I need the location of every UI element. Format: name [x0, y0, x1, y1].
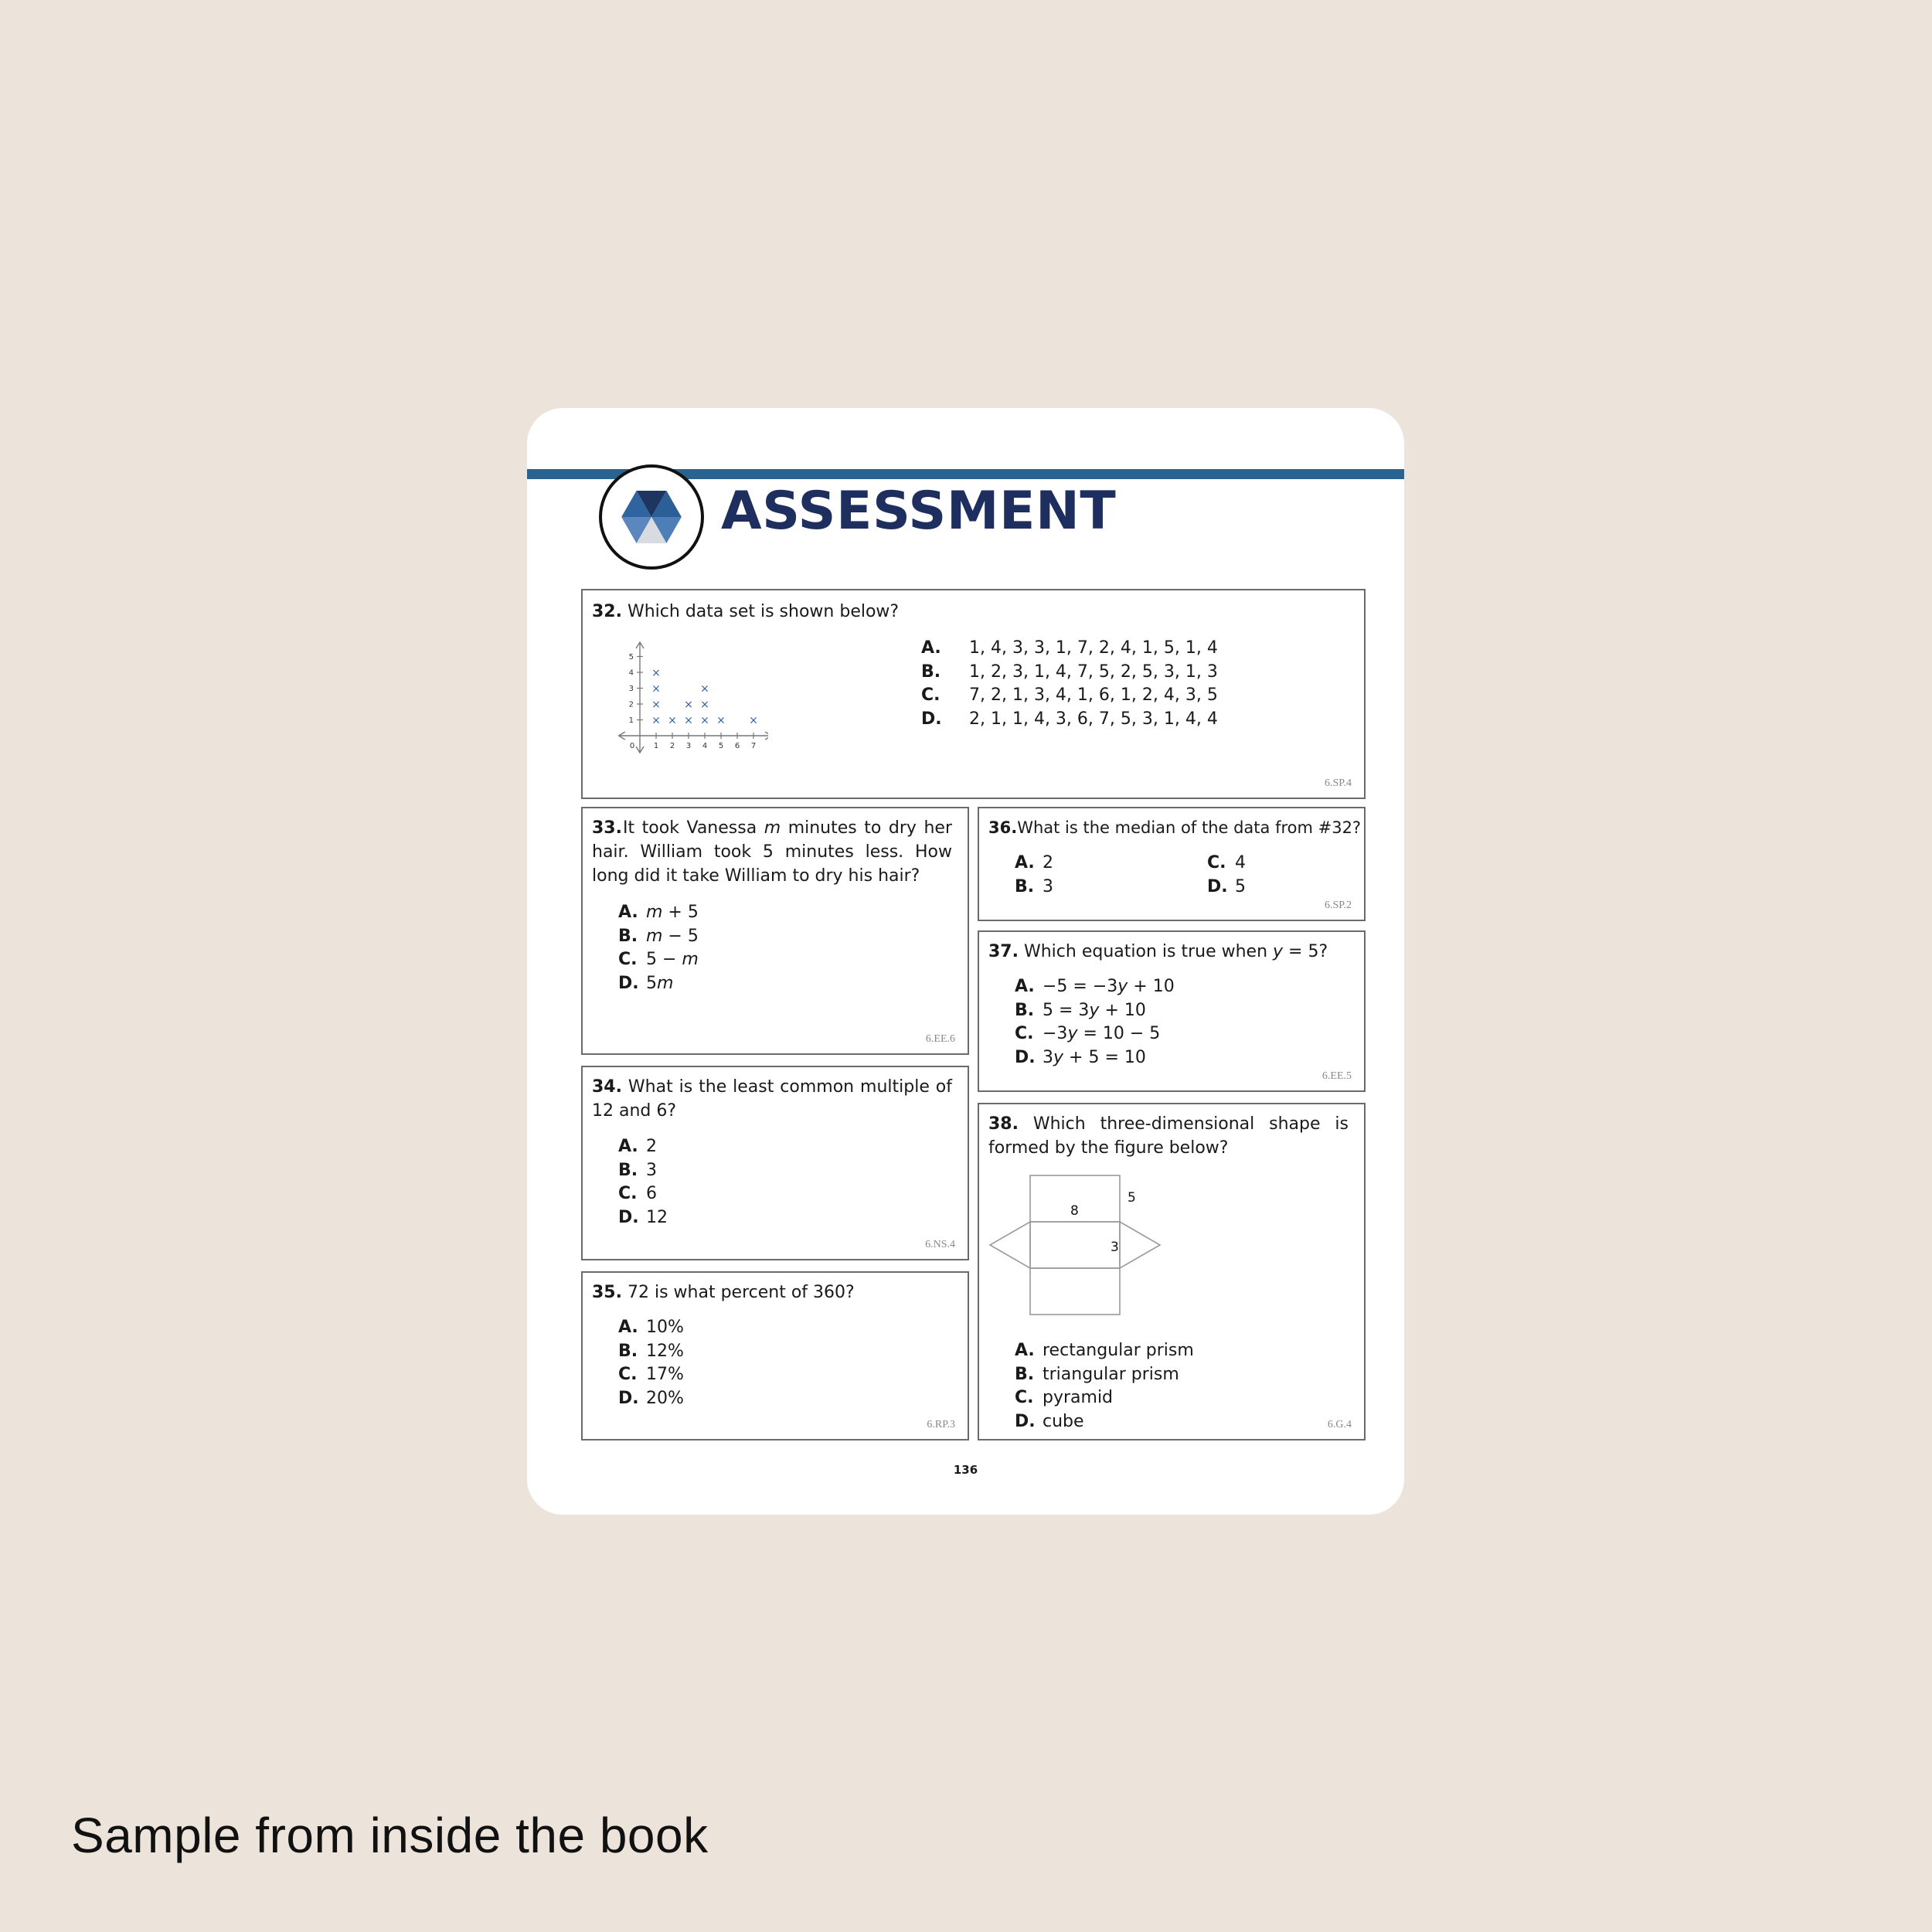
question-36-box — [978, 807, 1366, 921]
question-35-prompt — [592, 1281, 855, 1304]
question-text-2: = 5? — [1283, 942, 1328, 961]
question-text-1: It took Vanessa — [623, 818, 764, 838]
question-number: 34. — [592, 1077, 622, 1097]
option-a[interactable]: A. 2 — [1015, 853, 1053, 872]
question-38-options — [1015, 1339, 1194, 1434]
data-point-x-mark: × — [700, 714, 709, 727]
question-text-1: Which equation is true when — [1023, 942, 1274, 961]
data-point-x-mark: × — [668, 714, 677, 727]
data-point-x-mark: × — [651, 682, 661, 696]
question-37-options — [1015, 975, 1175, 1070]
x-tick-label: 2 — [669, 742, 675, 750]
question-38-box — [978, 1103, 1366, 1440]
option-b[interactable]: B. 3 — [618, 1160, 657, 1180]
option-a[interactable]: A. m + 5 — [618, 903, 699, 922]
data-point-x-mark: × — [716, 714, 726, 727]
option-d[interactable]: D. 20% — [618, 1388, 684, 1408]
question-35-options — [618, 1316, 684, 1410]
question-34-box — [581, 1066, 969, 1260]
y-tick-label: 3 — [628, 685, 634, 693]
page-number: 136 — [953, 1463, 978, 1477]
option-a[interactable]: A. 2 — [618, 1137, 657, 1156]
x-tick-label: 0 — [629, 742, 635, 750]
label-8: 8 — [1070, 1203, 1079, 1219]
option-d[interactable]: D. 5 — [1207, 876, 1246, 896]
option-b[interactable]: B. triangular prism — [1015, 1364, 1179, 1384]
standard-code: 6.G.4 — [1327, 1419, 1352, 1430]
option-d[interactable]: D. 5m — [618, 973, 674, 993]
book-page — [527, 408, 1404, 1515]
option-a[interactable]: A. 1, 4, 3, 3, 1, 7, 2, 4, 1, 5, 1, 4 — [921, 638, 1218, 658]
prism-net-figure — [987, 1171, 1172, 1325]
data-point-x-mark: × — [700, 682, 709, 696]
question-37-prompt — [988, 940, 1328, 964]
question-number: 32. — [592, 602, 622, 621]
question-number: 33. — [592, 818, 622, 838]
question-32-prompt — [592, 600, 899, 624]
question-34-prompt — [592, 1075, 952, 1123]
data-point-x-mark: × — [684, 714, 693, 727]
x-tick-label: 4 — [702, 742, 708, 750]
net-right-triangle — [1120, 1222, 1160, 1268]
question-32-box — [581, 589, 1366, 799]
option-c[interactable]: C. 4 — [1207, 853, 1246, 872]
option-b[interactable]: B. 3 — [1015, 876, 1053, 896]
standard-code: 6.EE.5 — [1321, 1070, 1352, 1082]
data-point-x-mark: × — [749, 714, 758, 727]
option-d[interactable]: D. 3y + 5 = 10 — [1015, 1047, 1146, 1067]
question-number: 35. — [592, 1283, 622, 1302]
question-32-options — [921, 637, 1218, 731]
y-tick-label: 5 — [628, 653, 634, 662]
label-5: 5 — [1128, 1190, 1136, 1206]
x-tick-label: 5 — [718, 742, 724, 750]
option-b[interactable]: B. 12% — [618, 1341, 684, 1361]
standard-code: 6.SP.2 — [1324, 900, 1352, 911]
data-point-x-mark: × — [651, 699, 661, 711]
question-36-prompt — [988, 816, 1361, 840]
net-left-triangle — [990, 1222, 1030, 1268]
question-34-options — [618, 1135, 668, 1230]
question-36-options-right — [1207, 852, 1246, 899]
question-36-options-left — [1015, 852, 1053, 899]
question-37-box — [978, 930, 1366, 1092]
variable-y: y — [1273, 942, 1284, 961]
option-c[interactable]: C. −3y = 10 − 5 — [1015, 1024, 1161, 1043]
data-point-x-mark: × — [651, 714, 661, 727]
y-tick-label: 2 — [628, 700, 634, 709]
question-38-prompt — [988, 1112, 1349, 1160]
option-c[interactable]: C. pyramid — [1015, 1388, 1114, 1407]
option-b[interactable]: B. 5 = 3y + 10 — [1015, 1000, 1146, 1020]
hexagon-logo-icon — [598, 464, 705, 570]
net-middle-rectangle — [1030, 1222, 1120, 1268]
question-35-box — [581, 1271, 969, 1440]
option-d[interactable]: D. cube — [1015, 1411, 1084, 1431]
x-tick-label: 3 — [685, 742, 692, 750]
question-text: Which data set is shown below? — [627, 602, 900, 621]
option-d[interactable]: D. 2, 1, 1, 4, 3, 6, 7, 5, 3, 1, 4, 4 — [921, 709, 1218, 729]
standard-code: 6.NS.4 — [925, 1239, 955, 1250]
question-text: What is the median of the data from #32? — [1017, 818, 1362, 837]
option-b[interactable]: B. 1, 2, 3, 1, 4, 7, 5, 2, 5, 3, 1, 3 — [921, 662, 1218, 682]
option-a[interactable]: A. 10% — [618, 1318, 684, 1337]
option-c[interactable]: C. 17% — [618, 1365, 684, 1384]
option-c[interactable]: C. 7, 2, 1, 3, 4, 1, 6, 1, 2, 4, 3, 5 — [921, 685, 1218, 705]
question-33-options — [618, 901, 699, 995]
x-tick-label: 6 — [734, 742, 740, 750]
question-text: Which three-dimensional shape is formed by the figure below? — [988, 1114, 1349, 1158]
data-point-x-mark: × — [684, 699, 693, 711]
question-text: 72 is what percent of 360? — [627, 1283, 855, 1302]
question-number: 38. — [988, 1114, 1019, 1134]
standard-code: 6.EE.6 — [925, 1033, 955, 1045]
question-text: What is the least common multiple of 12 and 6? — [592, 1077, 952, 1121]
data-point-x-mark: × — [700, 699, 709, 711]
standard-code: 6.RP.3 — [927, 1419, 955, 1430]
question-33-prompt — [592, 816, 952, 888]
option-b[interactable]: B. m − 5 — [618, 926, 699, 946]
question-number: 37. — [988, 942, 1019, 961]
option-c[interactable]: C. 5 − m — [618, 950, 699, 969]
label-3: 3 — [1111, 1240, 1119, 1255]
variable-m: m — [764, 818, 781, 838]
option-c[interactable]: C. 6 — [618, 1184, 657, 1203]
data-point-x-mark: × — [651, 667, 661, 679]
question-number: 36. — [988, 818, 1018, 837]
question-text-2: minutes to dry her hair. William took 5 minutes less. How long did it take William to dry his hair? — [592, 818, 952, 886]
option-a[interactable]: A. −5 = −3y + 10 — [1015, 977, 1175, 996]
y-tick-label: 1 — [628, 716, 634, 725]
page-title: ASSESSMENT — [721, 481, 1117, 542]
option-a[interactable]: A. rectangular prism — [1015, 1341, 1194, 1360]
x-tick-label: 1 — [653, 742, 659, 750]
standard-code: 6.SP.4 — [1324, 777, 1352, 789]
y-tick-label: 4 — [628, 668, 634, 678]
x-tick-label: 7 — [750, 742, 757, 750]
net-bottom-rectangle — [1030, 1268, 1120, 1315]
dot-plot — [614, 634, 768, 765]
caption: Sample from inside the book — [71, 1808, 709, 1863]
question-33-box — [581, 807, 969, 1055]
option-d[interactable]: D. 12 — [618, 1207, 668, 1227]
